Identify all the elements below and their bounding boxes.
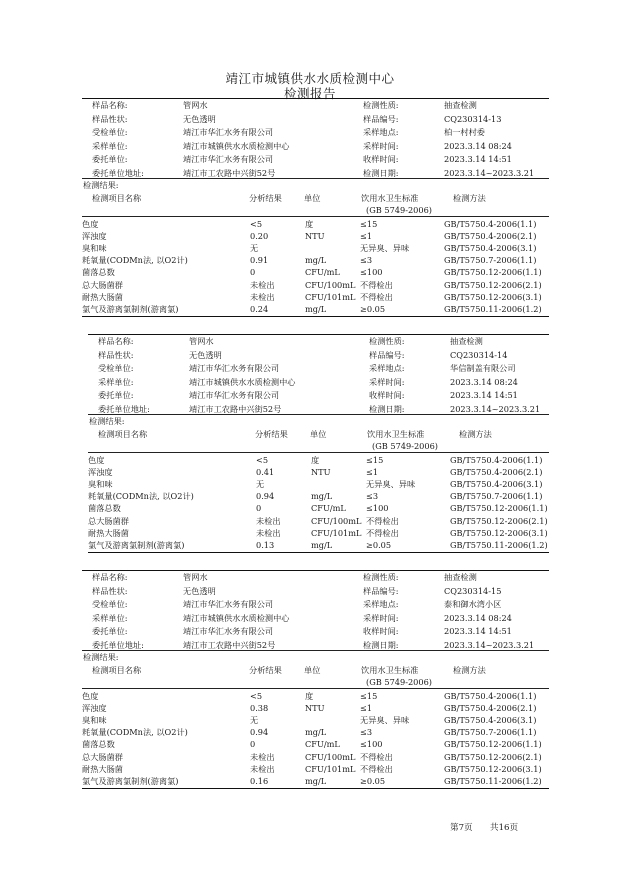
results-label: 检测结果: [89, 416, 125, 426]
row-item-name: 耗氧量(CODMn法, 以O2计) [82, 255, 188, 266]
col-std-header: 饮用水卫生标准 [367, 429, 425, 439]
col-method-header: 检测方法 [459, 429, 492, 439]
header-value-sample-no: CQ230314-15 [444, 585, 502, 596]
header-value-test-nature: 抽查检测 [444, 100, 477, 110]
row-method: GB/T5750.4-2006(2.1) [444, 231, 537, 242]
header-value-entrust-address: 靖江市工农路中兴街52号 [183, 639, 276, 650]
header-value-sample-property: 无色透明 [183, 585, 216, 596]
section-bottom-rule [82, 788, 549, 789]
row-unit: mg/L [311, 491, 333, 502]
header-value-entrust-unit: 靖江市华汇水务有限公司 [183, 154, 274, 164]
row-standard: 无异臭、异味 [360, 243, 410, 254]
row-standard: ≥0.05 [360, 775, 386, 786]
row-standard: ≤15 [366, 455, 384, 465]
header-value-receive-time: 2023.3.14 14:51 [444, 626, 512, 636]
row-standard: ≤100 [360, 739, 383, 750]
row-unit: mg/L [305, 255, 327, 266]
header-value-sampling-site: 柏一村村委 [444, 127, 485, 137]
row-result: 未检出 [250, 279, 275, 290]
header-label-sample-name: 样品名称: [98, 336, 134, 346]
row-unit: CFU/mL [305, 267, 340, 278]
row-unit: CFU/100mL [311, 515, 362, 526]
row-standard: 不得检出 [360, 763, 393, 774]
row-method: GB/T5750.11-2006(1.2) [450, 539, 548, 550]
header-bottom-rule [82, 650, 549, 651]
col-unit-header: 单位 [304, 193, 321, 203]
header-label-entrust-address: 委托单位地址: [92, 167, 144, 178]
row-unit: CFU/101mL [305, 291, 356, 302]
page-total: 共16页 [490, 823, 519, 833]
header-value-sampling-time: 2023.3.14 08:24 [444, 612, 512, 623]
table-header-rule [82, 216, 549, 217]
header-value-entrust-address: 靖江市工农路中兴街52号 [189, 403, 282, 414]
row-unit: 度 [305, 691, 314, 701]
row-unit: CFU/mL [311, 503, 346, 514]
header-value-client-unit: 靖江市华汇水务有限公司 [183, 127, 274, 137]
header-value-sample-no: CQ230314-14 [450, 349, 508, 360]
header-value-sampling-unit: 靖江市城镇供水水质检测中心 [189, 376, 296, 387]
row-result: 未检出 [250, 291, 275, 302]
header-label-sample-property: 样品性状: [92, 585, 128, 596]
section-top-rule [88, 334, 549, 335]
row-item-name: 氯气及游离氯制剂(游离氯) [82, 303, 179, 314]
row-result: <5 [250, 691, 263, 701]
row-item-name: 耗氧量(CODMn法, 以O2计) [88, 491, 194, 502]
row-unit: CFU/100mL [305, 751, 356, 762]
row-standard: 不得检出 [360, 279, 393, 290]
col-method-header: 检测方法 [453, 665, 486, 675]
header-label-test-nature: 检测性质: [363, 572, 399, 582]
row-item-name: 臭和味 [88, 479, 113, 490]
row-result: 无 [256, 479, 265, 490]
row-standard: 不得检出 [360, 291, 393, 302]
row-unit: mg/L [305, 775, 327, 786]
header-value-sampling-site: 华信制盖有限公司 [450, 363, 516, 373]
row-result: 未检出 [250, 763, 275, 774]
row-standard: 不得检出 [366, 515, 399, 526]
header-value-entrust-unit: 靖江市华汇水务有限公司 [189, 390, 280, 400]
row-item-name: 臭和味 [82, 243, 107, 254]
header-value-client-unit: 靖江市华汇水务有限公司 [189, 363, 280, 373]
row-result: 0.94 [256, 491, 275, 502]
header-value-entrust-address: 靖江市工农路中兴街52号 [183, 167, 276, 178]
row-unit: CFU/100mL [305, 279, 356, 290]
page-number: 第7页 [450, 823, 473, 833]
row-result: 0.24 [250, 303, 269, 314]
row-unit: CFU/101mL [311, 527, 362, 538]
row-standard: ≤1 [360, 703, 373, 714]
header-value-sampling-site: 泰和御水湾小区 [444, 599, 502, 609]
section-bottom-rule [88, 552, 549, 553]
row-item-name: 耐热大肠菌 [82, 763, 123, 774]
row-method: GB/T5750.4-2006(3.1) [444, 715, 537, 726]
header-value-sampling-unit: 靖江市城镇供水水质检测中心 [183, 140, 290, 151]
results-label: 检测结果: [83, 180, 119, 190]
row-result: 无 [250, 715, 259, 726]
header-label-entrust-unit: 委托单位: [98, 390, 134, 400]
header-label-sampling-site: 采样地点: [369, 363, 405, 373]
row-method: GB/T5750.11-2006(1.2) [444, 303, 542, 314]
row-method: GB/T5750.12-2006(1.1) [444, 267, 542, 278]
row-result: 0.13 [256, 539, 275, 550]
row-item-name: 耐热大肠菌 [82, 291, 123, 302]
header-value-receive-time: 2023.3.14 14:51 [450, 390, 518, 400]
row-result: 0 [250, 739, 256, 750]
row-unit: NTU [311, 467, 331, 478]
col-unit-header: 单位 [310, 429, 327, 439]
report-title: 靖江市城镇供水水质检测中心 [225, 71, 395, 86]
header-value-client-unit: 靖江市华汇水务有限公司 [183, 599, 274, 609]
header-value-sample-property: 无色透明 [189, 349, 222, 360]
row-standard: 无异臭、异味 [366, 479, 416, 490]
row-item-name: 耗氧量(CODMn法, 以O2计) [82, 727, 188, 738]
header-label-client-unit: 受检单位: [92, 127, 128, 137]
col-std-subheader: (GB 5749-2006) [366, 205, 432, 215]
col-result-header: 分析结果 [255, 429, 288, 439]
row-result: 0 [256, 503, 262, 514]
header-value-sampling-unit: 靖江市城镇供水水质检测中心 [183, 612, 290, 623]
row-item-name: 色度 [82, 691, 99, 701]
row-result: 未检出 [256, 515, 281, 526]
row-item-name: 总大肠菌群 [82, 751, 123, 762]
row-item-name: 氯气及游离氯制剂(游离氯) [88, 539, 185, 550]
col-result-header: 分析结果 [249, 665, 282, 675]
report-subtitle: 检测报告 [283, 86, 336, 101]
header-label-sample-property: 样品性状: [92, 113, 128, 124]
row-method: GB/T5750.4-2006(2.1) [444, 703, 537, 714]
header-value-sample-name: 管网水 [183, 572, 208, 582]
row-item-name: 菌落总数 [88, 503, 121, 514]
header-label-test-date: 检测日期: [363, 639, 399, 650]
row-standard: ≤3 [366, 491, 379, 502]
row-result: <5 [256, 455, 269, 465]
row-method: GB/T5750.4-2006(1.1) [444, 219, 537, 229]
header-value-test-date: 2023.3.14~2023.3.21 [450, 403, 541, 414]
row-standard: 不得检出 [360, 751, 393, 762]
row-item-name: 浑浊度 [88, 467, 113, 478]
row-method: GB/T5750.4-2006(2.1) [450, 467, 543, 478]
row-item-name: 总大肠菌群 [88, 515, 129, 526]
header-label-sampling-time: 采样时间: [363, 612, 399, 623]
header-label-client-unit: 受检单位: [92, 599, 128, 609]
row-item-name: 菌落总数 [82, 739, 115, 750]
header-label-sample-property: 样品性状: [98, 349, 134, 360]
header-bottom-rule [82, 178, 549, 179]
header-label-entrust-unit: 委托单位: [92, 626, 128, 636]
header-value-sample-no: CQ230314-13 [444, 113, 502, 124]
row-item-name: 菌落总数 [82, 267, 115, 278]
row-unit: NTU [305, 231, 325, 242]
col-result-header: 分析结果 [249, 193, 282, 203]
row-result: 0.91 [250, 255, 269, 266]
col-unit-header: 单位 [304, 665, 321, 675]
col-method-header: 检测方法 [453, 193, 486, 203]
row-result: 0.41 [256, 467, 275, 478]
row-method: GB/T5750.4-2006(1.1) [444, 691, 537, 701]
header-label-sampling-time: 采样时间: [369, 376, 405, 387]
row-method: GB/T5750.12-2006(2.1) [450, 515, 548, 526]
header-bottom-rule [88, 414, 549, 415]
row-unit: NTU [305, 703, 325, 714]
row-standard: ≤100 [366, 503, 389, 514]
header-value-sampling-time: 2023.3.14 08:24 [450, 376, 518, 387]
row-result: <5 [250, 219, 263, 229]
row-result: 0.20 [250, 231, 269, 242]
row-method: GB/T5750.4-2006(1.1) [450, 455, 543, 465]
header-label-test-nature: 检测性质: [363, 100, 399, 110]
col-std-subheader: (GB 5749-2006) [366, 677, 432, 687]
row-result: 未检出 [250, 751, 275, 762]
row-standard: ≤1 [366, 467, 379, 478]
header-label-receive-time: 收样时间: [363, 626, 399, 636]
row-method: GB/T5750.12-2006(2.1) [444, 751, 542, 762]
results-label: 检测结果: [83, 652, 119, 662]
header-value-entrust-unit: 靖江市华汇水务有限公司 [183, 626, 274, 636]
row-method: GB/T5750.7-2006(1.1) [444, 727, 537, 738]
col-item-header: 检测项目名称 [92, 665, 142, 675]
row-unit: mg/L [311, 539, 333, 550]
row-method: GB/T5750.12-2006(3.1) [450, 527, 548, 538]
col-std-header: 饮用水卫生标准 [361, 665, 419, 675]
header-label-sampling-site: 采样地点: [363, 127, 399, 137]
header-label-sampling-site: 采样地点: [363, 599, 399, 609]
header-label-entrust-address: 委托单位地址: [92, 639, 144, 650]
row-standard: ≤15 [360, 691, 378, 701]
col-item-header: 检测项目名称 [92, 193, 142, 203]
row-unit: 度 [311, 455, 320, 465]
header-label-sampling-unit: 采样单位: [92, 140, 128, 151]
col-std-header: 饮用水卫生标准 [361, 193, 419, 203]
header-label-sampling-unit: 采样单位: [92, 612, 128, 623]
row-result: 无 [250, 243, 259, 254]
header-value-receive-time: 2023.3.14 14:51 [444, 154, 512, 164]
row-item-name: 臭和味 [82, 715, 107, 726]
header-value-sample-name: 管网水 [183, 100, 208, 110]
header-label-test-nature: 检测性质: [369, 336, 405, 346]
header-label-entrust-unit: 委托单位: [92, 154, 128, 164]
header-label-sample-no: 样品编号: [363, 585, 399, 596]
row-result: 未检出 [256, 527, 281, 538]
row-method: GB/T5750.12-2006(1.1) [450, 503, 548, 514]
row-standard: 不得检出 [366, 527, 399, 538]
row-method: GB/T5750.12-2006(2.1) [444, 279, 542, 290]
row-method: GB/T5750.7-2006(1.1) [450, 491, 543, 502]
row-standard: ≥0.05 [366, 539, 392, 550]
header-label-receive-time: 收样时间: [369, 390, 405, 400]
row-item-name: 浑浊度 [82, 703, 107, 714]
row-standard: ≥0.05 [360, 303, 386, 314]
row-method: GB/T5750.7-2006(1.1) [444, 255, 537, 266]
row-item-name: 色度 [88, 455, 105, 465]
row-method: GB/T5750.12-2006(3.1) [444, 763, 542, 774]
row-result: 0 [250, 267, 256, 278]
row-method: GB/T5750.12-2006(1.1) [444, 739, 542, 750]
row-unit: mg/L [305, 303, 327, 314]
row-item-name: 浑浊度 [82, 231, 107, 242]
header-value-test-nature: 抽查检测 [444, 572, 477, 582]
header-label-sampling-time: 采样时间: [363, 140, 399, 151]
row-unit: CFU/mL [305, 739, 340, 750]
row-unit: CFU/101mL [305, 763, 356, 774]
header-label-client-unit: 受检单位: [98, 363, 134, 373]
row-item-name: 氯气及游离氯制剂(游离氯) [82, 775, 179, 786]
col-item-header: 检测项目名称 [98, 429, 148, 439]
row-standard: ≤3 [360, 255, 373, 266]
row-method: GB/T5750.4-2006(3.1) [450, 479, 543, 490]
header-label-test-date: 检测日期: [369, 403, 405, 414]
row-unit: 度 [305, 219, 314, 229]
header-label-sampling-unit: 采样单位: [98, 376, 134, 387]
header-value-sampling-time: 2023.3.14 08:24 [444, 140, 512, 151]
section-top-rule [82, 98, 549, 99]
header-label-test-date: 检测日期: [363, 167, 399, 178]
row-result: 0.94 [250, 727, 269, 738]
header-label-sample-name: 样品名称: [92, 100, 128, 110]
table-header-rule [88, 452, 549, 453]
row-standard: ≤1 [360, 231, 373, 242]
row-standard: 无异臭、异味 [360, 715, 410, 726]
row-method: GB/T5750.12-2006(3.1) [444, 291, 542, 302]
header-label-sample-no: 样品编号: [363, 113, 399, 124]
header-value-test-date: 2023.3.14~2023.3.21 [444, 167, 535, 178]
row-result: 0.38 [250, 703, 269, 714]
row-item-name: 色度 [82, 219, 99, 229]
row-standard: ≤15 [360, 219, 378, 229]
header-label-sample-no: 样品编号: [369, 349, 405, 360]
section-top-rule [82, 570, 549, 571]
table-header-rule [82, 688, 549, 689]
row-item-name: 耐热大肠菌 [88, 527, 129, 538]
row-method: GB/T5750.4-2006(3.1) [444, 243, 537, 254]
header-value-test-date: 2023.3.14~2023.3.21 [444, 639, 535, 650]
header-label-entrust-address: 委托单位地址: [98, 403, 150, 414]
header-value-sample-property: 无色透明 [183, 113, 216, 124]
row-unit: mg/L [305, 727, 327, 738]
header-value-test-nature: 抽查检测 [450, 336, 483, 346]
header-label-receive-time: 收样时间: [363, 154, 399, 164]
row-method: GB/T5750.11-2006(1.2) [444, 775, 542, 786]
row-standard: ≤3 [360, 727, 373, 738]
header-label-sample-name: 样品名称: [92, 572, 128, 582]
row-item-name: 总大肠菌群 [82, 279, 123, 290]
section-bottom-rule [82, 316, 549, 317]
row-result: 0.16 [250, 775, 269, 786]
row-standard: ≤100 [360, 267, 383, 278]
col-std-subheader: (GB 5749-2006) [372, 441, 438, 451]
header-value-sample-name: 管网水 [189, 336, 214, 346]
